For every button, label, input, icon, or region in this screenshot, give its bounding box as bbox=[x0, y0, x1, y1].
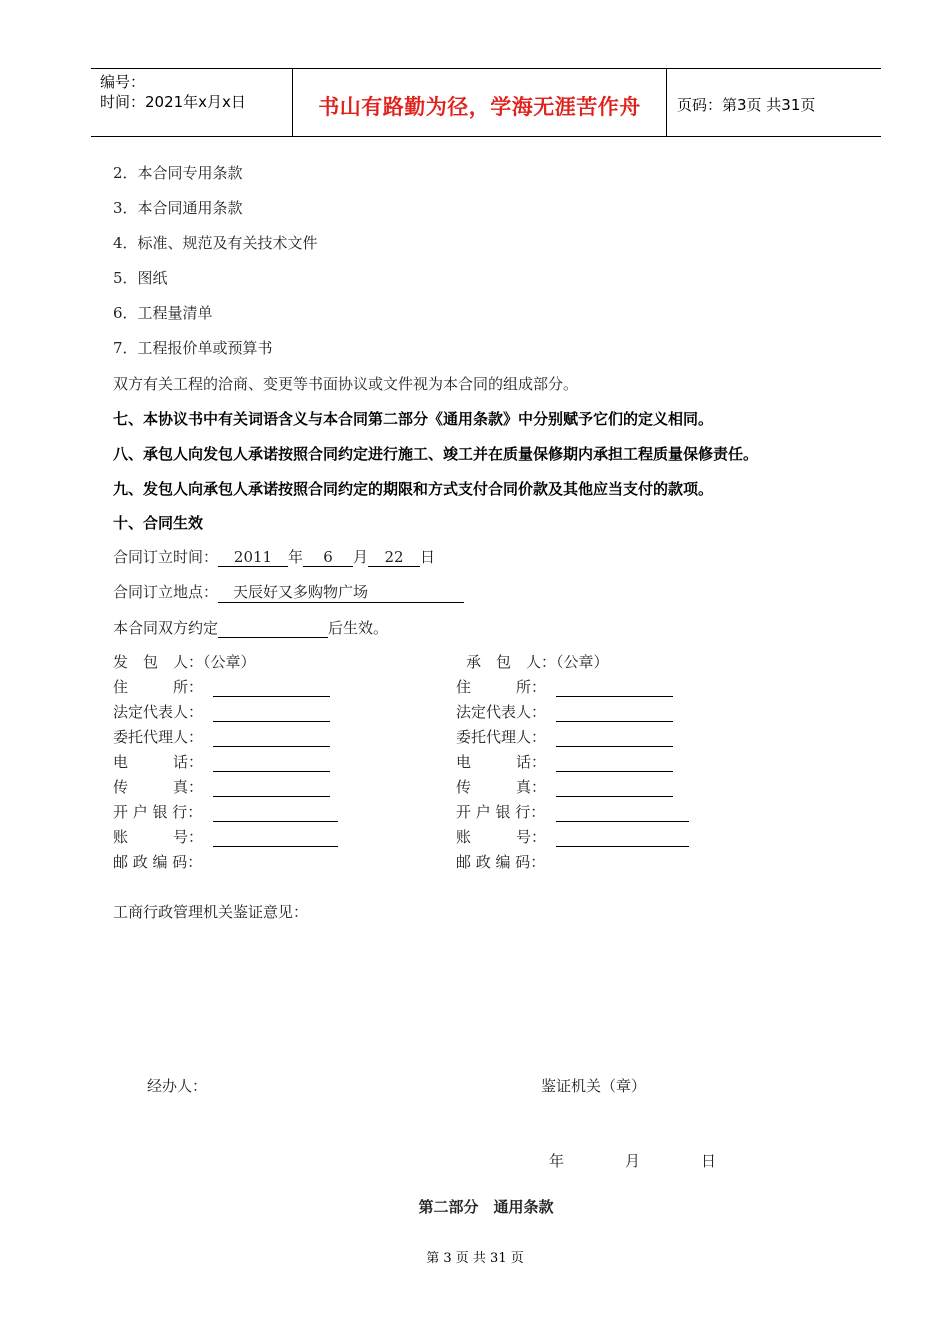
party-b-agent-blank bbox=[556, 730, 673, 747]
sign-date-label: 合同订立时间： bbox=[113, 548, 219, 566]
party-b-phone-blank bbox=[556, 755, 673, 772]
party-a-bank-blank bbox=[213, 805, 338, 822]
party-b-bank-label: 开 户 银 行： bbox=[456, 803, 546, 821]
party-a-field bbox=[113, 726, 330, 747]
sign-place-label: 合同订立地点： bbox=[113, 583, 219, 601]
effective-suffix: 后生效。 bbox=[328, 619, 389, 637]
party-b-field bbox=[456, 826, 689, 847]
verification-date-year: 年 bbox=[549, 1152, 565, 1170]
clause-nine: 九、发包人向承包人承诺按照合同约定的期限和方式支付合同价款及其他应当支付的款项。 bbox=[113, 480, 714, 498]
party-b-field bbox=[456, 726, 673, 747]
header-motto-cell bbox=[292, 69, 667, 136]
list-item: 3．本合同通用条款 bbox=[113, 199, 243, 217]
party-a-phone-blank bbox=[213, 755, 330, 772]
party-a-agent-blank bbox=[213, 730, 330, 747]
party-a-phone-label: 电 话： bbox=[113, 753, 204, 771]
party-b-account-blank bbox=[556, 830, 689, 847]
party-a-field bbox=[113, 776, 330, 797]
party-a-fax-label: 传 真： bbox=[113, 778, 204, 796]
section-title: 第二部分 通用条款 bbox=[418, 1198, 554, 1216]
party-a-agent-label: 委托代理人： bbox=[113, 728, 204, 746]
party-b-fax-label: 传 真： bbox=[456, 778, 547, 796]
clause-ten: 十、合同生效 bbox=[113, 514, 204, 532]
list-item: 7．工程报价单或预算书 bbox=[113, 339, 273, 357]
document-number-label: 编号： bbox=[100, 73, 146, 91]
header-motto: 书山有路勤为径，学海无涯苦作舟 bbox=[318, 94, 641, 119]
header-meta-cell bbox=[91, 69, 292, 136]
header-page-cell bbox=[667, 69, 881, 136]
party-b-field bbox=[456, 801, 689, 822]
party-a-field bbox=[113, 701, 330, 722]
party-b-bank-blank bbox=[556, 805, 689, 822]
party-a-bank-label: 开 户 银 行： bbox=[113, 803, 203, 821]
party-a-account-label: 账 号： bbox=[113, 828, 204, 846]
party-a-field bbox=[113, 751, 330, 772]
handler-label: 经办人： bbox=[147, 1077, 208, 1095]
party-a-legal-rep-blank bbox=[213, 705, 330, 722]
party-b-address-label: 住 所： bbox=[456, 678, 547, 696]
list-item: 6．工程量清单 bbox=[113, 304, 213, 322]
party-b-field bbox=[456, 676, 673, 697]
party-a-field bbox=[113, 826, 338, 847]
party-a-postcode-label: 邮 政 编 码： bbox=[113, 853, 203, 871]
party-b-agent-label: 委托代理人： bbox=[456, 728, 547, 746]
effective-row bbox=[113, 617, 388, 638]
list-item: 2．本合同专用条款 bbox=[113, 164, 243, 182]
verification-date-month: 月 bbox=[625, 1152, 641, 1170]
authority-seal-label: 鉴证机关（章） bbox=[541, 1077, 647, 1095]
party-a-title: 发 包 人：（公章） bbox=[113, 653, 256, 671]
party-b-legal-rep-blank bbox=[556, 705, 673, 722]
document-time-label: 时间：2021年x月x日 bbox=[100, 93, 246, 111]
party-b-phone-label: 电 话： bbox=[456, 753, 547, 771]
sign-date-day-unit: 日 bbox=[420, 548, 436, 566]
sign-date-month: 6 bbox=[303, 548, 353, 567]
verification-date-day: 日 bbox=[701, 1152, 717, 1170]
party-b-legal-rep-label: 法定代表人： bbox=[456, 703, 547, 721]
page-footer: 第 3 页 共 31 页 bbox=[426, 1251, 524, 1266]
composition-paragraph: 双方有关工程的洽商、变更等书面协议或文件视为本合同的组成部分。 bbox=[113, 375, 579, 393]
party-a-address-label: 住 所： bbox=[113, 678, 204, 696]
verification-label: 工商行政管理机关鉴证意见： bbox=[113, 903, 309, 921]
party-a-fax-blank bbox=[213, 780, 330, 797]
party-b-postcode-label: 邮 政 编 码： bbox=[456, 853, 546, 871]
page-header bbox=[91, 68, 881, 137]
sign-date-year: 2011 bbox=[218, 548, 288, 567]
party-a-account-blank bbox=[213, 830, 338, 847]
sign-place-row bbox=[113, 581, 464, 603]
sign-date-year-unit: 年 bbox=[288, 548, 304, 566]
party-a-field bbox=[113, 801, 338, 822]
party-b-fax-blank bbox=[556, 780, 673, 797]
party-a-legal-rep-label: 法定代表人： bbox=[113, 703, 204, 721]
header-page-number: 页码：第3页 共31页 bbox=[677, 96, 816, 114]
party-a-field bbox=[113, 676, 330, 697]
clause-seven: 七、本协议书中有关词语含义与本合同第二部分《通用条款》中分别赋予它们的定义相同。 bbox=[113, 410, 714, 428]
party-b-title: 承 包 人：（公章） bbox=[466, 653, 609, 671]
sign-date-row bbox=[113, 546, 435, 567]
sign-place-text: 天辰好又多购物广场 bbox=[233, 583, 369, 601]
sign-date-month-unit: 月 bbox=[353, 548, 369, 566]
party-a-address-blank bbox=[213, 680, 330, 697]
sign-place-value bbox=[218, 581, 464, 603]
effective-blank bbox=[218, 619, 328, 638]
effective-prefix: 本合同双方约定 bbox=[113, 619, 219, 637]
clause-eight: 八、承包人向发包人承诺按照合同约定进行施工、竣工并在质量保修期内承担工程质量保修责任。 bbox=[113, 445, 759, 463]
sign-date-day: 22 bbox=[368, 548, 420, 567]
party-b-account-label: 账 号： bbox=[456, 828, 547, 846]
party-b-field bbox=[456, 751, 673, 772]
list-item: 5．图纸 bbox=[113, 269, 168, 287]
party-b-field bbox=[456, 851, 556, 872]
party-a-field bbox=[113, 851, 213, 872]
party-b-field bbox=[456, 701, 673, 722]
party-b-field bbox=[456, 776, 673, 797]
list-item: 4．标准、规范及有关技术文件 bbox=[113, 234, 318, 252]
party-b-address-blank bbox=[556, 680, 673, 697]
